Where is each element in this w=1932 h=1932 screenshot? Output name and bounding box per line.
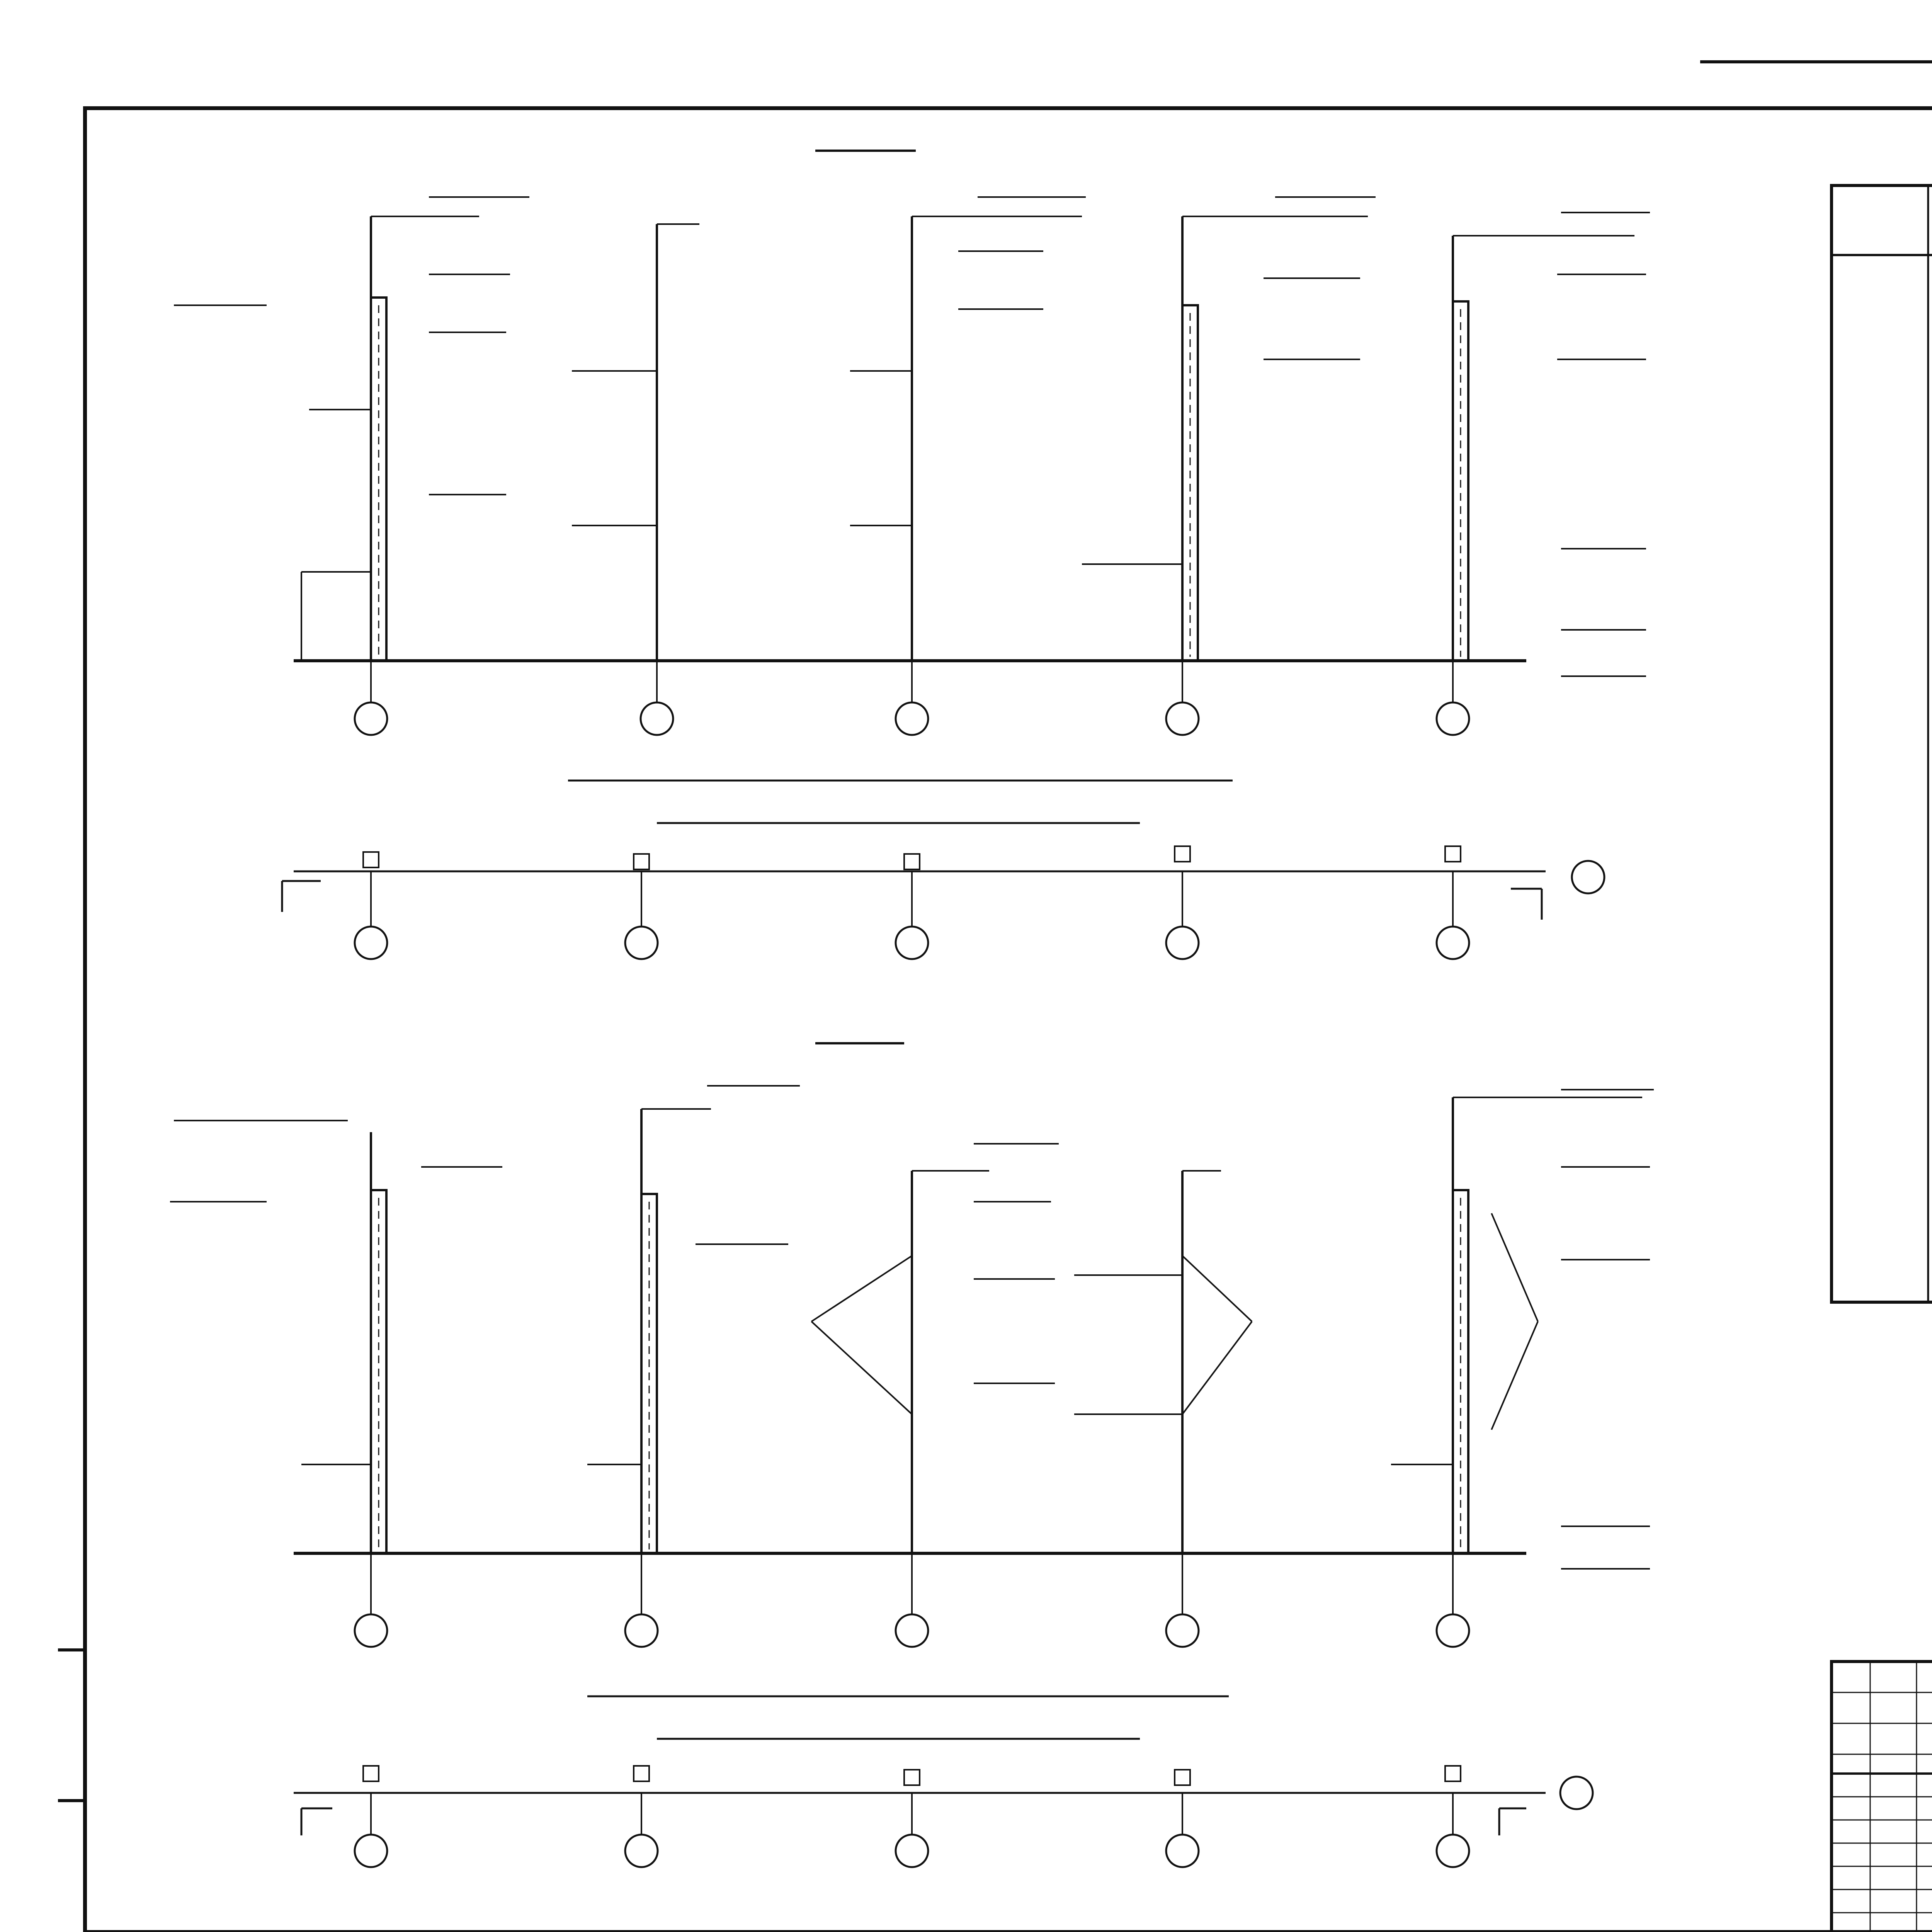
- plan-strip-axis-7: [294, 1766, 1593, 1867]
- sheet-frame: [58, 62, 1932, 1932]
- column-frame-a: [1453, 213, 1650, 676]
- column-frame-g: [1074, 1171, 1252, 1553]
- axis-bubble: [896, 702, 928, 735]
- section-1-1: [170, 1043, 1654, 1867]
- column-frame-g: [572, 224, 699, 661]
- column-frame-d: [174, 197, 529, 661]
- column-frame-b: [1082, 197, 1376, 661]
- column-frame-v: [850, 197, 1086, 661]
- axis-bubbles: [355, 1553, 1469, 1647]
- section-2-2: [174, 151, 1650, 959]
- column-frame-d: [1391, 1090, 1654, 1569]
- axis-bubble: [1166, 702, 1199, 735]
- title-block: [1832, 1662, 1932, 1932]
- specification-table: [1832, 184, 1932, 1302]
- axis-bubbles: [355, 661, 1469, 735]
- axis-bubble: [355, 702, 387, 735]
- axis-bubble: [641, 702, 673, 735]
- column-frame-b: [587, 1086, 800, 1553]
- plan-strip-axis-1: [282, 846, 1604, 959]
- column-frame-a: [170, 1121, 502, 1553]
- column-frame-v: [811, 1144, 1059, 1553]
- axis-bubble: [1437, 702, 1469, 735]
